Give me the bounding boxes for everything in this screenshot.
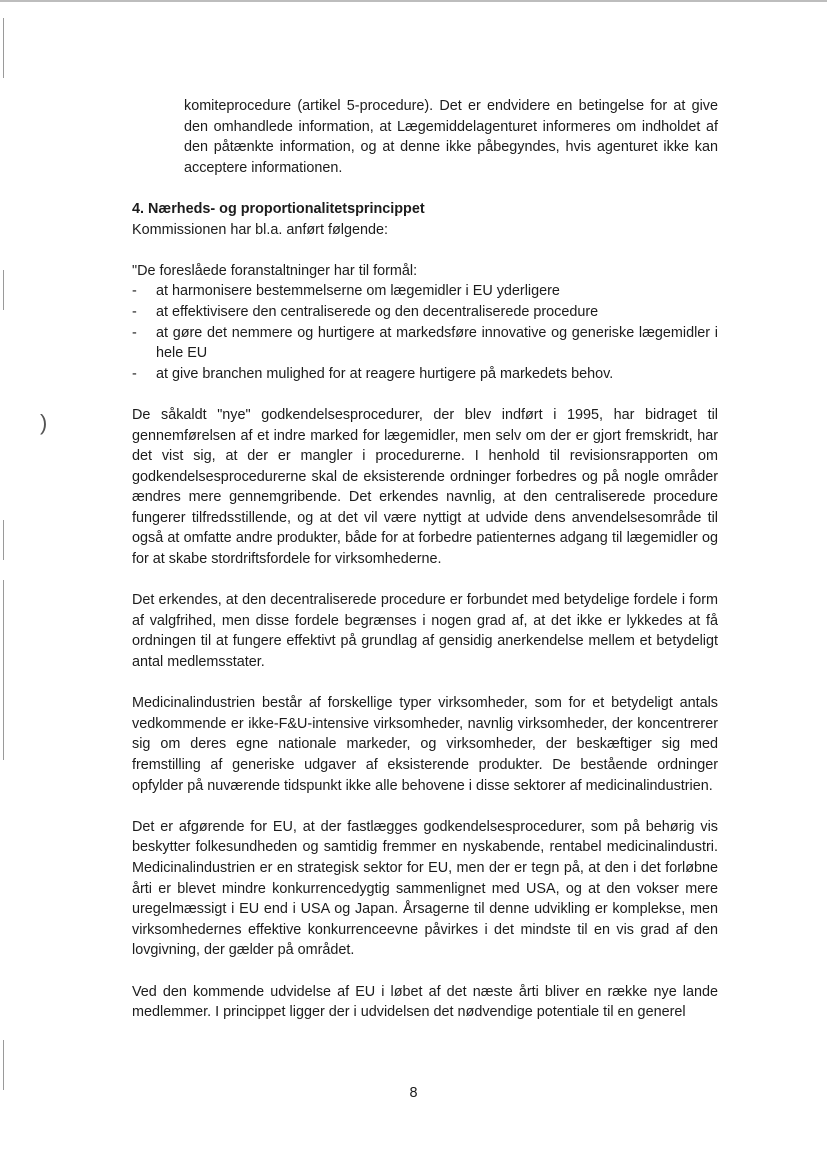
- paragraph: Medicinalindustrien består af forskellige typer virksomheder, som for et betydeligt antals vedkommende er ikke-F&U-intensive virksomheder, navnlig virksomheder, der koncentrerer sig om deres egne nationale markeder, og virksomheder, der beskæftiger sig med fremstilling af generiske udgaver af eksisterende produkter. De bestående ordninger opfylder på nuværende tidspunkt ikke alle behovene i disse sektorer af medicinalindustrien.: [132, 695, 718, 794]
- list-item-text: at give branchen mulighed for at reagere hurtigere på markedets behov.: [156, 365, 614, 382]
- section-4: [132, 199, 718, 240]
- scan-edge-mark: [3, 270, 4, 310]
- scan-punch-mark: ): [40, 410, 48, 435]
- scan-edge-mark: [3, 1040, 4, 1090]
- paragraph: Det er afgørende for EU, at der fastlægges godkendelsesprocedurer, som på behørig vis beskytter folkesundheden og samtidig fremmer en nyskabende, rentabel medicinalindustri. Medicinalindustrien er en strategisk sektor for EU, men der er tegn på, at den i det forløbne årti er blevet mindre konkurrencedygtig sammenlignet med USA, og at den vokser mere uregelmæssigt i EU end i USA og Japan. Årsagerne til denne udvikling er komplekse, men virksomhedernes effektive konkurrenceevne påvirkes i det mindste til en vis grad af den lovgivning, der gælder på området.: [132, 818, 718, 959]
- quote-intro: "De foreslåede foranstaltninger har til formål:: [132, 262, 418, 279]
- document-page: [132, 96, 718, 1023]
- bullet-dash: -: [132, 283, 137, 300]
- list-item-text: at harmonisere bestemmelserne om lægemidler i EU yderligere: [156, 283, 560, 300]
- list-item: [132, 281, 718, 302]
- bullet-dash: -: [132, 303, 137, 320]
- continued-paragraph: komiteprocedure (artikel 5-procedure). Det er endvidere en betingelse for at give den omhandlede information, at Lægemiddelagenturet informeres om indholdet af den påtænkte information, og at denne ikke påbegyndes, hvis agenturet ikke kan acceptere informationen.: [184, 98, 718, 176]
- scan-top-edge: [0, 0, 827, 2]
- scan-edge-mark: [3, 18, 4, 78]
- objectives-list: [132, 281, 718, 384]
- scan-edge-mark: [3, 580, 4, 760]
- list-item-text: at gøre det nemmere og hurtigere at markedsføre innovative og generiske lægemidler i hele EU: [156, 324, 718, 362]
- list-item-text: at effektivisere den centraliserede og den decentraliserede procedure: [156, 303, 599, 320]
- page-number: 8: [409, 1085, 418, 1101]
- scan-edge-mark: [3, 520, 4, 560]
- bullet-dash: -: [132, 324, 137, 341]
- section-intro: Kommissionen har bl.a. anført følgende:: [132, 221, 388, 238]
- paragraph: Ved den kommende udvidelse af EU i løbet af det næste årti bliver en række nye lande medlemmer. I princippet ligger der i udvidelsen det nødvendige potentiale til en generel: [132, 983, 718, 1021]
- bullet-dash: -: [132, 365, 137, 382]
- list-item: [132, 364, 718, 385]
- paragraph: Det erkendes, at den decentraliserede procedure er forbundet med betydelige fordele i form af valgfrihed, men disse fordele begrænses i nogen grad af, at det ikke er lykkedes at få ordningen til at fungere effektivt på grundlag af gensidig anerkendelse mellem et betydeligt antal medlemsstater.: [132, 592, 718, 671]
- paragraph: De såkaldt "nye" godkendelsesprocedurer, der blev indført i 1995, har bidraget til gennemførelsen af et indre marked for lægemidler, men selv om der er gjort fremskridt, har det vist sig, at der er mangler i procedurerne. I henhold til revisionsrapporten om godkendelsesprocedurerne skal de eksisterende ordninger forbedres og på nogle områder ændres mere gennemgribende. Det erkendes navnlig, at den centraliserede procedure fungerer tilfredsstillende, og at det vil være nyttigt at udvide dens anvendelsesområde til også at omfatte andre produkter, både for at forbedre patienternes adgang til lægemidler og for at skabe stordriftsfordele for virksomhederne.: [132, 406, 718, 568]
- list-item: [132, 323, 718, 364]
- list-item: [132, 302, 718, 323]
- objectives-block: [132, 261, 718, 385]
- section-heading: 4. Nærheds- og proportionalitetsprincippet: [132, 200, 425, 217]
